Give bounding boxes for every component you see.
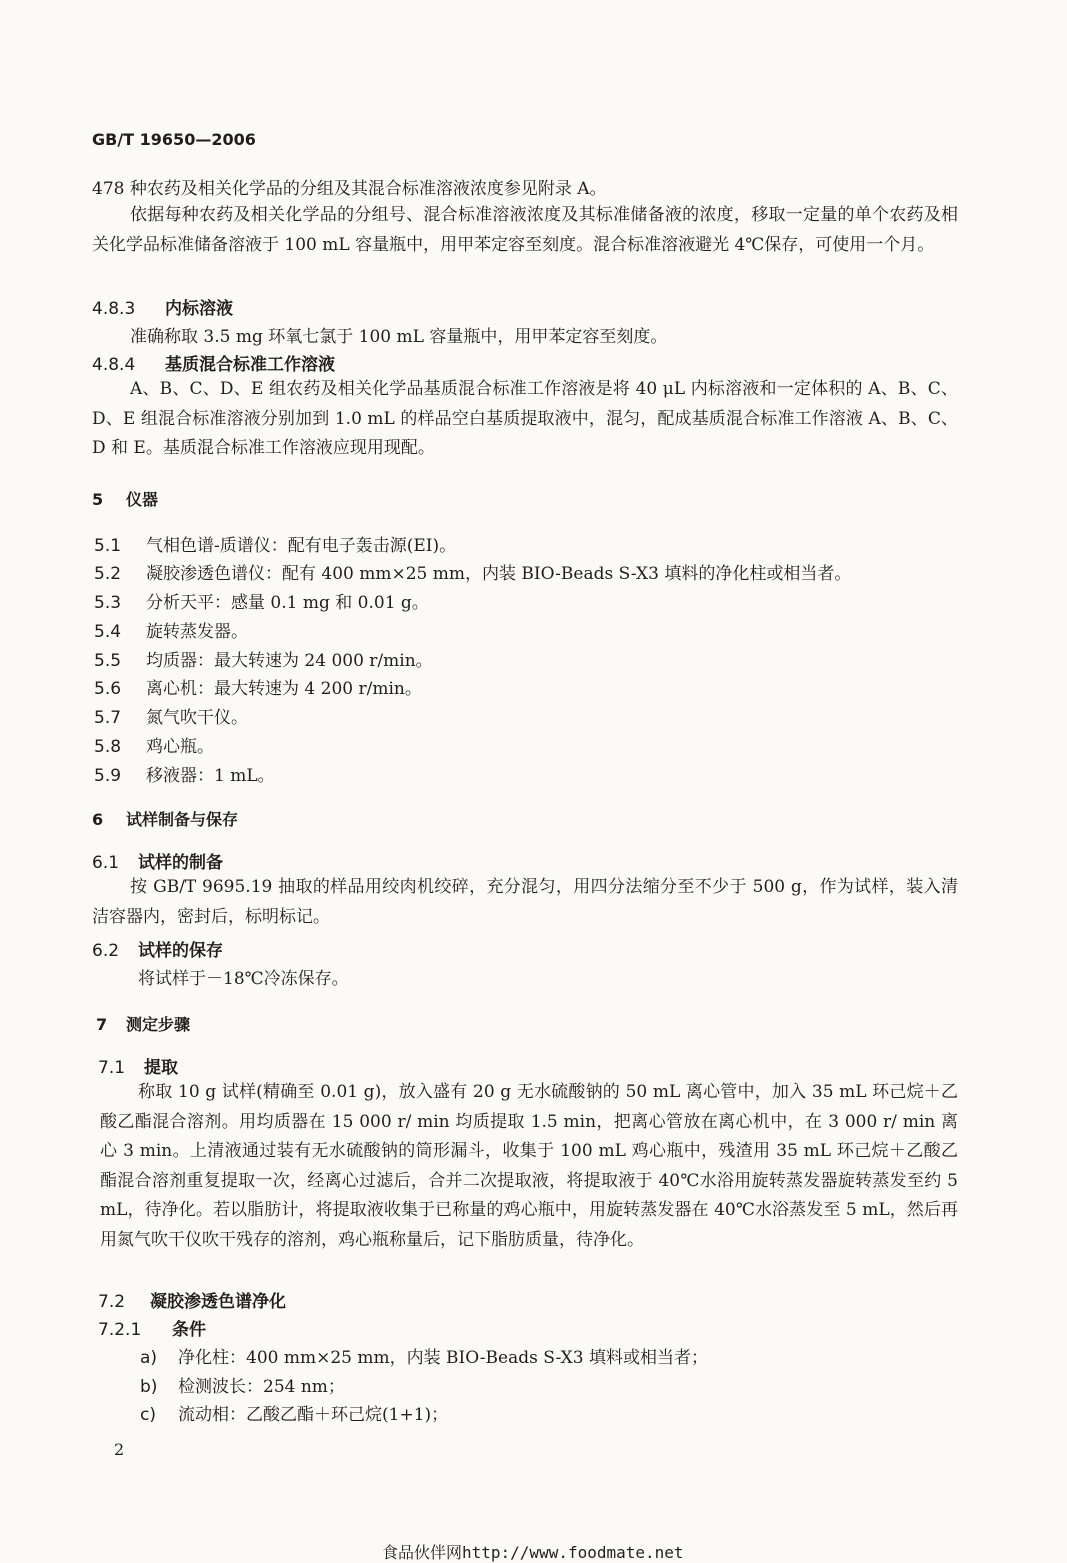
section-6-2-heading bbox=[92, 939, 223, 963]
item-label: b) bbox=[140, 1377, 158, 1397]
item-label: c) bbox=[140, 1405, 156, 1425]
item-number: 5.5 bbox=[94, 651, 122, 671]
instrument-item bbox=[94, 649, 433, 673]
item-text: 气相色谱-质谱仪：配有电子轰击源(EI)。 bbox=[146, 536, 457, 556]
instrument-item bbox=[94, 735, 214, 759]
section-7-heading bbox=[96, 1013, 190, 1037]
item-number: 5.4 bbox=[94, 622, 122, 642]
item-number: 5.6 bbox=[94, 679, 122, 699]
section-4-8-4-heading bbox=[92, 353, 335, 377]
intro-paragraph: 478 种农药及相关化学品的分组及其混合标准溶液浓度参见附录 A。 bbox=[92, 179, 607, 199]
item-text: 移液器：1 mL。 bbox=[146, 766, 275, 786]
section-title: 凝胶渗透色谱净化 bbox=[150, 1292, 286, 1312]
section-number: 7 bbox=[96, 1015, 108, 1034]
item-number: 5.9 bbox=[94, 766, 122, 786]
section-number: 4.8.3 bbox=[92, 299, 136, 319]
page-number: 2 bbox=[114, 1440, 125, 1459]
section-number: 5 bbox=[92, 490, 104, 509]
section-number: 6 bbox=[92, 810, 104, 829]
item-text: 净化柱：400 mm×25 mm，内装 BIO-Beads S-X3 填料或相当者； bbox=[178, 1348, 708, 1368]
condition-item bbox=[140, 1403, 448, 1427]
instrument-item bbox=[94, 562, 851, 586]
section-6-2-text: 将试样于－18℃冷冻保存。 bbox=[138, 969, 349, 989]
item-number: 5.7 bbox=[94, 708, 122, 728]
section-4-8-4-text: A、B、C、D、E 组农药及相关化学品基质混合标准工作溶液是将 40 μL 内标溶液和一定体积的 A、B、C、D、E 组混合标准溶液分别加到 1.0 mL 的样品空白基质提取液中，混匀，配成基质混合标准工作溶液 A、B、C、D 和 E。基质混合标准工作溶液应现用现配。 bbox=[92, 379, 958, 458]
section-number: 6.1 bbox=[92, 853, 120, 873]
item-text: 旋转蒸发器。 bbox=[146, 622, 248, 642]
section-title: 内标溶液 bbox=[165, 299, 233, 319]
section-4-8-3-text: 准确称取 3.5 mg 环氧七氯于 100 mL 容量瓶中，用甲苯定容至刻度。 bbox=[130, 327, 668, 347]
standard-header: GB/T 19650—2006 bbox=[92, 130, 256, 149]
section-7-1-heading bbox=[98, 1056, 178, 1080]
section-7-2-1-heading bbox=[98, 1318, 206, 1342]
section-number: 6.2 bbox=[92, 941, 120, 961]
section-number: 4.8.4 bbox=[92, 355, 136, 375]
section-title: 测定步骤 bbox=[126, 1015, 191, 1034]
instrument-item bbox=[94, 677, 422, 701]
item-text: 检测波长：254 nm； bbox=[178, 1377, 345, 1397]
item-number: 5.3 bbox=[94, 593, 122, 613]
condition-item bbox=[140, 1346, 708, 1370]
item-text: 分析天平：感量 0.1 mg 和 0.01 g。 bbox=[146, 593, 429, 613]
footer-watermark: 食品伙伴网http://www.foodmate.net bbox=[382, 1543, 684, 1562]
item-text: 氮气吹干仪。 bbox=[146, 708, 248, 728]
instrument-item bbox=[94, 620, 248, 644]
item-number: 5.2 bbox=[94, 564, 122, 584]
item-number: 5.8 bbox=[94, 737, 122, 757]
section-title: 试样的制备 bbox=[138, 853, 223, 873]
section-4-8-3-heading bbox=[92, 297, 233, 321]
section-6-1-text: 按 GB/T 9695.19 抽取的样品用绞肉机绞碎，充分混匀，用四分法缩分至不少于 500 g，作为试样，装入清洁容器内，密封后，标明标记。 bbox=[92, 877, 958, 927]
section-5-heading bbox=[92, 488, 158, 512]
section-title: 试样的保存 bbox=[138, 941, 223, 961]
item-text: 离心机：最大转速为 4 200 r/min。 bbox=[146, 679, 422, 699]
prepare-paragraph: 依据每种农药及相关化学品的分组号、混合标准溶液浓度及其标准储备液的浓度，移取一定量的单个农药及相关化学品标准储备溶液于 100 mL 容量瓶中，用甲苯定容至刻度。混合标准溶液避光 4℃保存，可使用一个月。 bbox=[92, 205, 958, 255]
section-number: 7.1 bbox=[98, 1058, 126, 1078]
instrument-item bbox=[94, 764, 275, 788]
item-label: a) bbox=[140, 1348, 158, 1368]
section-title: 基质混合标准工作溶液 bbox=[165, 355, 335, 375]
section-number: 7.2.1 bbox=[98, 1320, 142, 1340]
item-text: 均质器：最大转速为 24 000 r/min。 bbox=[146, 651, 433, 671]
section-7-2-heading bbox=[98, 1290, 286, 1314]
section-title: 条件 bbox=[172, 1320, 206, 1340]
section-title: 仪器 bbox=[126, 490, 159, 509]
item-text: 流动相：乙酸乙酯＋环己烷(1+1)； bbox=[178, 1405, 449, 1425]
instrument-item bbox=[94, 706, 248, 730]
section-7-1-text: 称取 10 g 试样(精确至 0.01 g)，放入盛有 20 g 无水硫酸钠的 50 mL 离心管中，加入 35 mL 环己烷＋乙酸乙酯混合溶剂。用均质器在 15 000 r/ min 均质提取 1.5 min，把离心管放在离心机中，在 3 000 r/ min 离心 3 min。上清液通过装有无水硫酸钠的筒形漏斗，收集于 100 mL 鸡心瓶中，残渣用 35 mL 环己烷＋乙酸乙酯混合溶剂重复提取一次，经离心过滤后，合并二次提取液，将提取液于 40℃水浴用旋转蒸发器旋转蒸发至约 5 mL，待净化。若以脂肪计，将提取液收集于已称量的鸡心瓶中，用旋转蒸发器在 40℃水浴蒸发至 5 mL，然后再用氮气吹干仪吹干残存的溶剂，鸡心瓶称量后，记下脂肪质量，待净化。 bbox=[100, 1082, 958, 1250]
section-6-heading bbox=[92, 808, 238, 832]
instrument-item bbox=[94, 591, 429, 615]
condition-item bbox=[140, 1375, 345, 1399]
section-number: 7.2 bbox=[98, 1292, 126, 1312]
section-title: 提取 bbox=[144, 1058, 178, 1078]
instrument-item bbox=[94, 534, 456, 558]
section-title: 试样制备与保存 bbox=[126, 810, 239, 829]
item-text: 凝胶渗透色谱仪：配有 400 mm×25 mm，内装 BIO-Beads S-X3 填料的净化柱或相当者。 bbox=[146, 564, 852, 584]
section-6-1-heading bbox=[92, 851, 223, 875]
item-number: 5.1 bbox=[94, 536, 122, 556]
item-text: 鸡心瓶。 bbox=[146, 737, 214, 757]
